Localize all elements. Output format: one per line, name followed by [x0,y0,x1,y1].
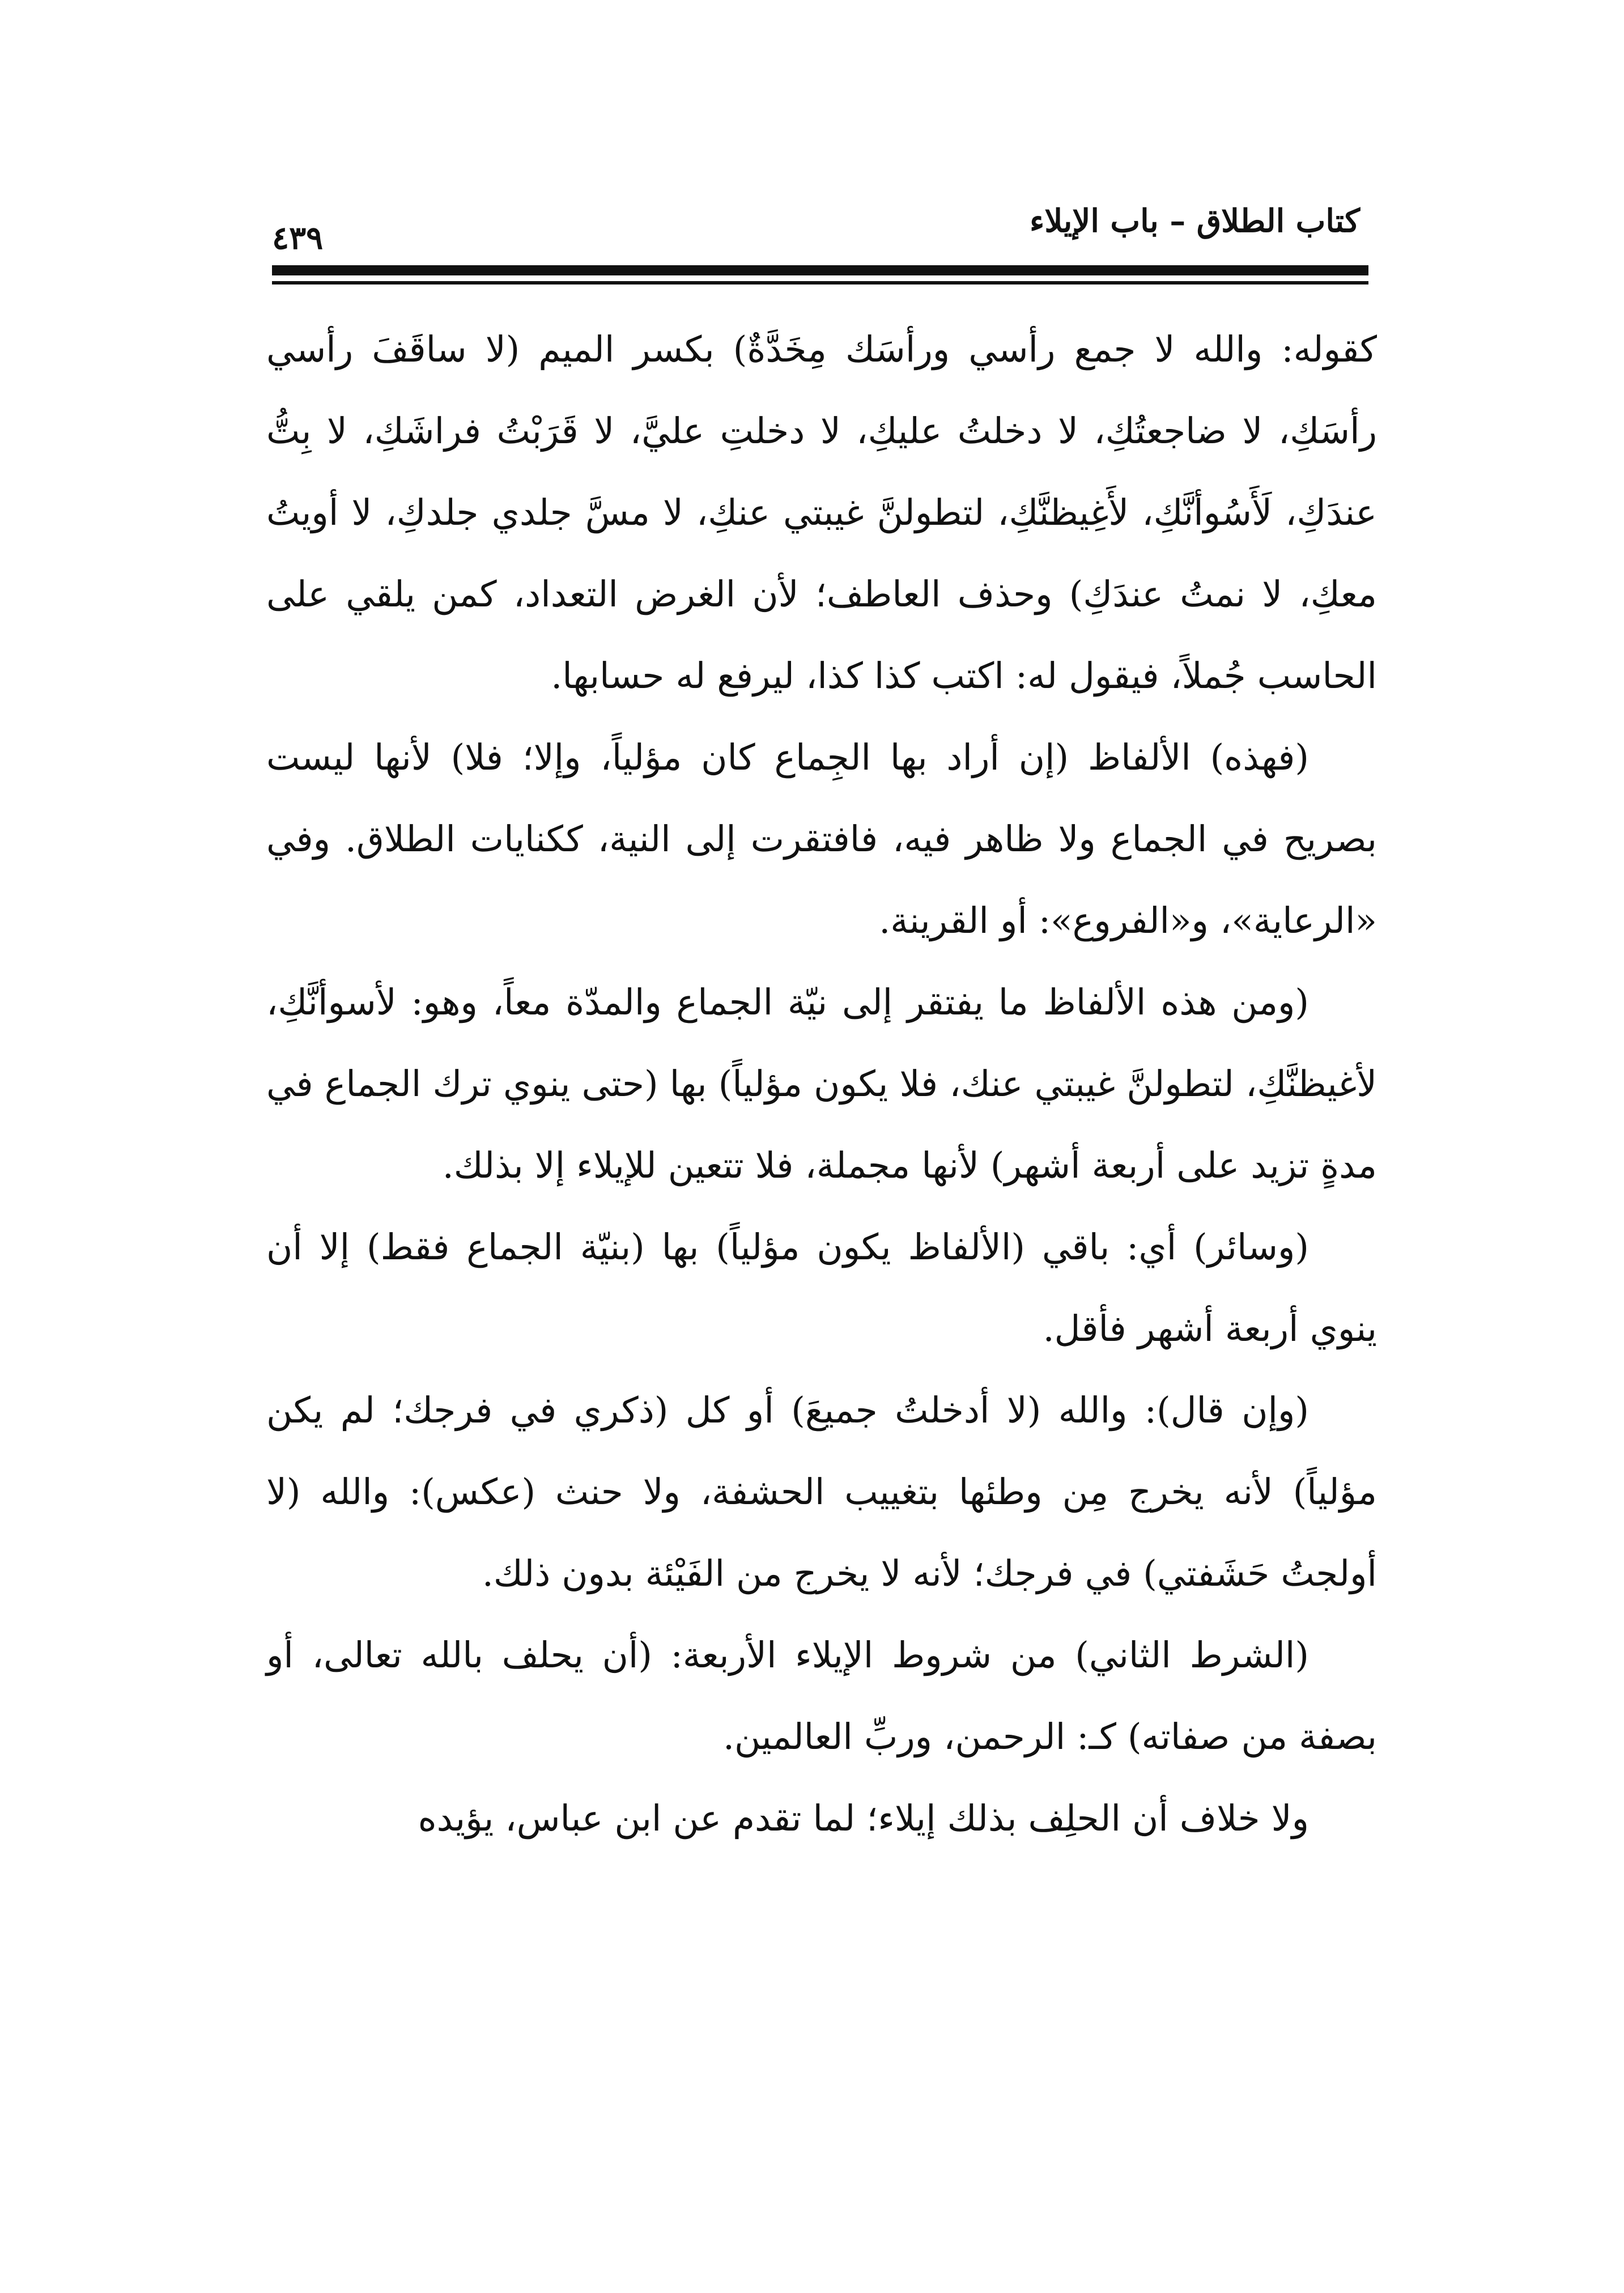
paragraph: (الشرط الثاني) من شروط الإيلاء الأربعة: (أن يحلف بالله تعالى، أو بصفة من صفاته) كـ: الرحمن، وربِّ العالمين. [266,1634,1377,1757]
paragraph: (وإن قال): والله (لا أدخلتُ جميعَ) أو كل (ذكري في فرجك؛ لم يكن مؤلياً) لأنه يخرج مِن وطئها بتغييب الحشفة، ولا حنث (عكس): والله (لا أولجتُ حَشَفتي) في فرجك؛ لأنه لا يخرج من الفَيْئة بدون ذلك. [266,1390,1377,1594]
running-header [272,187,1360,255]
running-title: كتاب الطلاق – باب الإيلاء [1030,202,1360,240]
page-number: ٤٣٩ [272,219,324,257]
paragraph: (ومن هذه الألفاظ ما يفتقر إلى نيّة الجماع والمدّة معاً، وهو: لأسوأنَّكِ، لأغيظنَّكِ، لتطولنَّ غيبتي عنك، فلا يكون مؤلياً) بها (حتى ينوي ترك الجماع في مدةٍ تزيد على أربعة أشهر) لأنها مجملة، فلا تتعين للإيلاء إلا بذلك. [266,982,1377,1186]
paragraph: (فهذه) الألفاظ (إن أراد بها الجِماع كان مؤلياً، وإلا؛ فلا) لأنها ليست بصريح في الجماع ولا ظاهر فيه، فافتقرت إلى النية، ككنايات الطلاق. وفي «الرعاية»، و«الفروع»: أو القرينة. [266,737,1377,941]
body-text [266,309,1377,2066]
header-rule-thin [272,281,1368,284]
header-rule-thick [272,265,1368,275]
paragraph: كقوله: والله لا جمع رأسي ورأسَك مِخَدَّةٌ) بكسر الميم (لا ساقَفَ رأسي رأسَكِ، لا ضاجعتُكِ، لا دخلتُ عليكِ، لا دخلتِ عليَّ، لا قَرَبْتُ فراشَكِ، لا بِتُّ عندَكِ، لَأَسُوأنَّكِ، لأَغِيظنَّكِ، لتطولنَّ غيبتي عنكِ، لا مسَّ جلدي جلدكِ، لا أويتُ معكِ، لا نمتُ عندَكِ) وحذف العاطف؛ لأن الغرض التعداد، كمن يلقي على الحاسب جُملاً، فيقول له: اكتب كذا كذا، ليرفع له حسابها. [266,329,1377,697]
paragraph: ولا خلاف أن الحلِف بذلك إيلاء؛ لما تقدم عن ابن عباس، يؤيده [418,1798,1309,1839]
paragraph: (وسائر) أي: باقي (الألفاظ يكون مؤلياً) بها (بنيّة الجماع فقط) إلا أن ينوي أربعة أشهر فأقل. [266,1226,1377,1349]
